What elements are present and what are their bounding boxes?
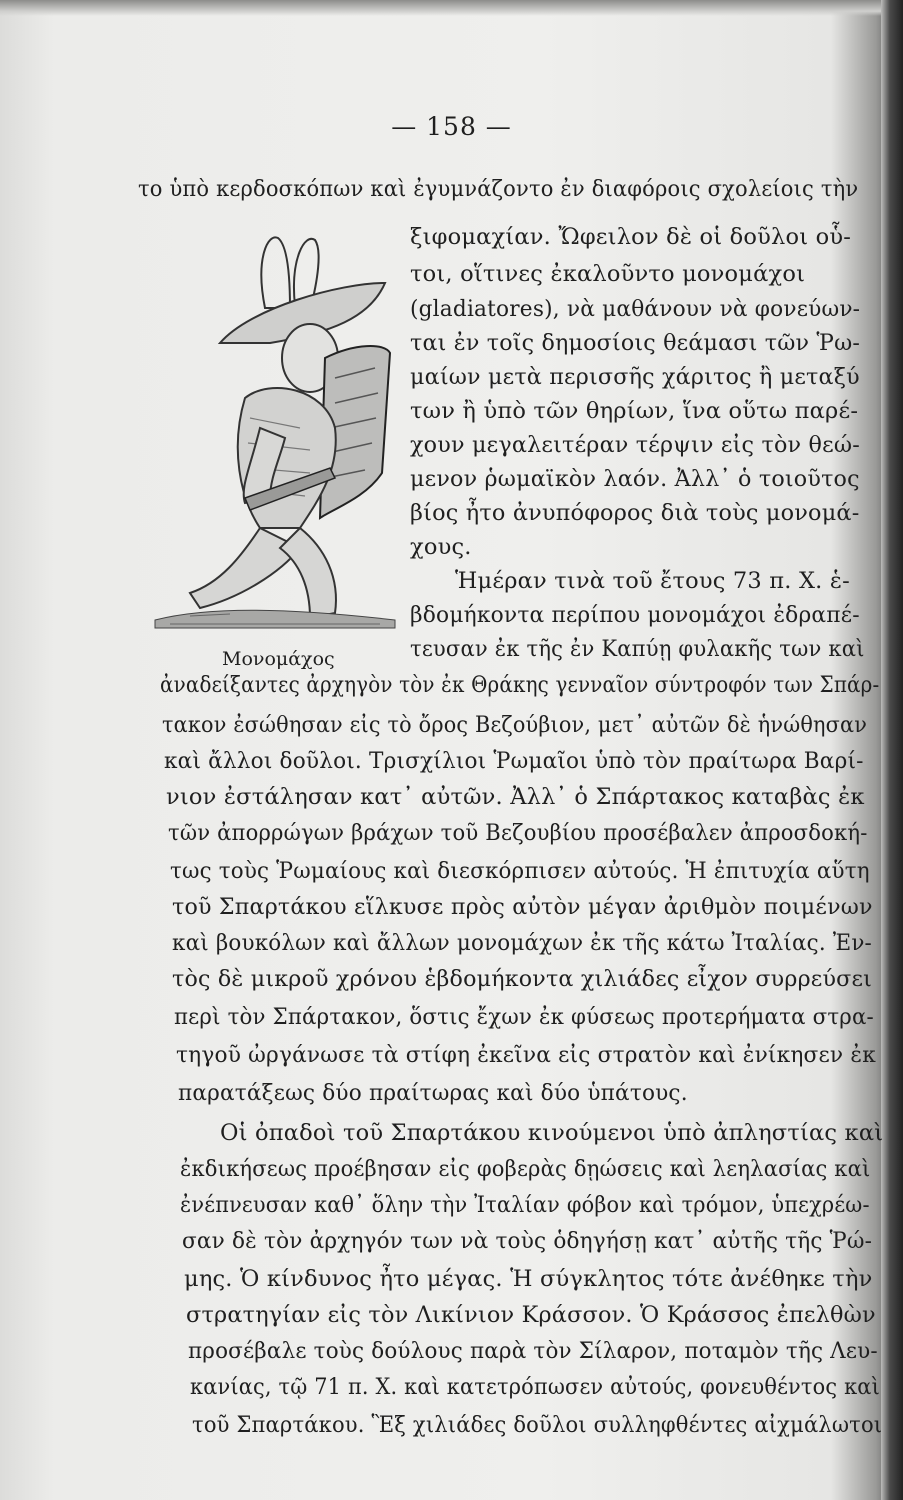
text-line: τευσαν ἐκ τῆς ἐν Καπύῃ φυλακῆς των καὶ: [410, 636, 865, 662]
text-line: μαίων μετὰ περισσῆς χάριτος ἢ μεταξύ: [410, 364, 860, 390]
text-line: τοῦ Σπαρτάκου εἵλκυσε πρὸς αὐτὸν μέγαν ἀριθμὸν ποιμένων: [172, 894, 873, 920]
text-line: Οἱ ὀπαδοὶ τοῦ Σπαρτάκου κινούμενοι ὑπὸ ἀπληστίας καὶ: [220, 1120, 884, 1146]
gladiator-engraving: [150, 228, 400, 648]
text-line: στρατηγίαν εἰς τὸν Λικίνιον Κράσσον. Ὁ Κράσσος ἐπελθὼν: [186, 1302, 876, 1328]
text-line: ἐκδικήσεως προέβησαν εἰς φοβερὰς δῃώσεις καὶ λεηλασίας καὶ: [180, 1156, 871, 1182]
text-line: τακον ἐσώθησαν εἰς τὸ ὄρος Βεζούβιον, μετ᾽ αὐτῶν δὲ ἡνώθησαν: [162, 712, 868, 738]
text-line: ἀναδείξαντες ἀρχηγὸν τὸν ἐκ Θράκης γενναῖον σύντροφόν των Σπάρ-: [160, 672, 880, 698]
text-line: (gladiatores), νὰ μαθάνουν νὰ φονεύων-: [410, 296, 861, 322]
text-line: κανίας, τῷ 71 π. Χ. καὶ κατετρόπωσεν αὐτούς, φονευθέντος καὶ: [190, 1374, 880, 1400]
scan-top-shadow: [0, 0, 903, 16]
page-binding-edge: [881, 0, 903, 1500]
text-line: ξιφομαχίαν. Ὤφειλον δὲ οἱ δοῦλοι οὗ-: [410, 224, 851, 250]
text-line: τῶν ἀπορρώγων βράχων τοῦ Βεζουβίου προσέβαλεν ἀπροσδοκή-: [168, 820, 868, 846]
text-line: μης. Ὁ κίνδυνος ἦτο μέγας. Ἡ σύγκλητος τότε ἀνέθηκε τὴν: [184, 1266, 873, 1292]
text-line: τοῦ Σπαρτάκου. Ἓξ χιλιάδες δοῦλοι συλληφθέντες αἰχμάλωτοι: [192, 1412, 883, 1438]
text-line: χους.: [410, 534, 472, 560]
text-line: το ὑπὸ κερδοσκόπων καὶ ἐγυμνάζοντο ἐν διαφόροις σχολείοις τὴν: [138, 176, 859, 202]
figure-caption: Μονομάχος: [222, 648, 335, 670]
text-line: καὶ ἄλλοι δοῦλοι. Τρισχίλιοι Ῥωμαῖοι ὑπὸ τὸν πραίτωρα Βαρί-: [164, 748, 864, 774]
text-line: περὶ τὸν Σπάρτακον, ὅστις ἔχων ἐκ φύσεως προτερήματα στρα-: [174, 1004, 874, 1030]
text-line: προσέβαλε τοὺς δούλους παρὰ τὸν Σίλαρον, ποταμὸν τῆς Λευ-: [188, 1338, 878, 1364]
text-line: βίος ἦτο ἀνυπόφορος διὰ τοὺς μονομά-: [410, 500, 860, 526]
text-line: Ἡμέραν τινὰ τοῦ ἔτους 73 π. Χ. ἑ-: [455, 568, 850, 594]
text-line: ἐνέπνευσαν καθ᾽ ὅλην τὴν Ἰταλίαν φόβον καὶ τρόμον, ὑπεχρέω-: [180, 1192, 870, 1218]
text-line: τηγοῦ ὠργάνωσε τὰ στίφη ἐκεῖνα εἰς στρατὸν καὶ ἐνίκησεν ἐκ: [176, 1042, 876, 1068]
text-line: βδομήκοντα περίπου μονομάχοι ἐδραπέ-: [410, 602, 860, 628]
text-line: παρατάξεως δύο πραίτωρας καὶ δύο ὑπάτους.: [178, 1080, 688, 1106]
text-line: νιον ἐστάλησαν κατ᾽ αὐτῶν. Ἀλλ᾽ ὁ Σπάρτακος καταβὰς ἐκ: [166, 784, 865, 810]
text-line: καὶ βουκόλων καὶ ἄλλων μονομάχων ἐκ τῆς κάτω Ἰταλίας. Ἐν-: [172, 930, 872, 956]
text-line: τὸς δὲ μικροῦ χρόνου ἑβδομήκοντα χιλιάδες εἶχον συρρεύσει: [172, 966, 873, 992]
text-line: των ἢ ὑπὸ τῶν θηρίων, ἵνα οὕτω παρέ-: [410, 398, 859, 424]
text-line: ται ἐν τοῖς δημοσίοις θεάμασι τῶν Ῥω-: [410, 330, 861, 356]
page-number: — 158 —: [391, 112, 512, 141]
text-line: σαν δὲ τὸν ἀρχηγόν των νὰ τοὺς ὁδηγήσῃ κατ᾽ αὐτῆς τῆς Ῥώ-: [182, 1228, 873, 1254]
text-line: χουν μεγαλειτέραν τέρψιν εἰς τὸν θεώ-: [410, 432, 860, 458]
text-line: τοι, οἵτινες ἐκαλοῦντο μονομάχοι: [410, 261, 806, 287]
text-line: τως τοὺς Ῥωμαίους καὶ διεσκόρπισεν αὐτούς. Ἡ ἐπιτυχία αὕτη: [170, 858, 870, 884]
text-line: μενον ῥωμαϊκὸν λαόν. Ἀλλ᾽ ὁ τοιοῦτος: [410, 466, 860, 492]
